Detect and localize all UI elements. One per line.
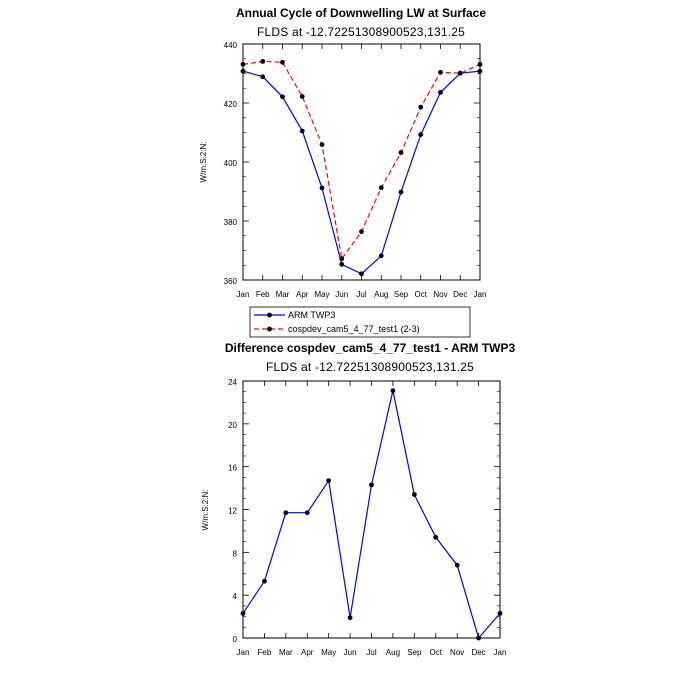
series-1-point	[339, 256, 344, 261]
series-0-point	[476, 636, 481, 641]
legend	[250, 307, 470, 337]
legend-marker-model	[267, 327, 272, 332]
x-tick-label: Oct	[429, 648, 442, 657]
x-tick-label: Nov	[450, 648, 465, 657]
series-1-point	[478, 62, 483, 67]
x-tick-label: Jan	[236, 648, 250, 657]
series-0-point	[348, 615, 353, 620]
difference-chart	[201, 341, 515, 657]
x-tick-label: Feb	[257, 648, 272, 657]
y-tick-label: 420	[223, 100, 237, 109]
series-1-point	[399, 150, 404, 155]
plot-frame	[243, 44, 480, 280]
x-tick-label: Sep	[393, 290, 409, 299]
series-0-point	[320, 186, 325, 191]
series-0-point	[241, 69, 246, 74]
x-tick-label: Jan	[473, 290, 487, 299]
series-1-point	[379, 185, 384, 190]
x-tick-label: Jan	[493, 648, 507, 657]
y-tick-label: 0	[232, 635, 237, 644]
x-tick-label: Aug	[385, 648, 401, 657]
y-tick-label: 8	[232, 549, 237, 559]
series-0-point	[241, 611, 246, 616]
chart-subtitle: FLDS at -12.72251308900523,131.25	[265, 360, 475, 374]
series-0-point	[359, 271, 364, 276]
series-0-point	[433, 535, 438, 540]
y-axis-label: W/m:S:2:N:	[201, 489, 210, 531]
series-0-point	[438, 90, 443, 95]
x-tick-label: Mar	[275, 290, 290, 299]
y-tick-label: 4	[232, 592, 237, 602]
x-tick-label: Sep	[407, 648, 422, 657]
series-0-point	[478, 69, 483, 74]
y-tick-label: 440	[223, 41, 237, 50]
series-0-point	[412, 492, 417, 497]
y-tick-label: 20	[228, 420, 237, 430]
plot-layer	[228, 378, 506, 657]
series-1-point	[241, 62, 246, 67]
series-0-point	[300, 129, 305, 134]
x-tick-label: Jul	[366, 648, 377, 657]
series-0-point	[262, 579, 267, 584]
chart-subtitle: FLDS at -12.72251308900523,131.25	[256, 25, 466, 39]
x-tick-label: Dec	[471, 648, 486, 657]
series-1-point	[300, 94, 305, 99]
series-1-point	[320, 142, 325, 147]
series-0-point	[391, 388, 396, 393]
x-tick-label: Aug	[374, 290, 389, 299]
x-tick-label: Feb	[255, 290, 270, 299]
series-0-point	[305, 510, 310, 515]
y-tick-label: 400	[223, 159, 237, 168]
y-tick-label: 24	[228, 378, 237, 387]
annual-cycle-chart	[199, 6, 486, 337]
x-tick-label: Nov	[433, 290, 448, 299]
series-0-point	[399, 190, 404, 195]
series-0-point	[418, 132, 423, 137]
x-tick-label: Jun	[343, 648, 357, 657]
series-0-point	[260, 74, 265, 79]
series-line-1	[243, 61, 480, 258]
y-tick-label: 16	[228, 463, 237, 473]
x-tick-label: Oct	[414, 290, 427, 299]
x-tick-label: Jan	[236, 290, 250, 299]
x-tick-label: May	[321, 648, 337, 657]
series-0-point	[339, 262, 344, 267]
plot-frame	[243, 381, 500, 638]
y-tick-label: 12	[228, 506, 237, 516]
series-0-point	[280, 94, 285, 99]
y-tick-label: 380	[223, 218, 237, 227]
series-1-point	[359, 229, 364, 234]
series-0-point	[369, 482, 374, 487]
y-tick-label: 360	[223, 277, 237, 286]
series-line-0	[243, 391, 500, 638]
x-tick-label: Apr	[301, 648, 314, 657]
chart-title: Difference cospdev_cam5_4_77_test1 - ARM TWP3	[224, 341, 516, 355]
series-1-point	[458, 71, 463, 76]
series-line-0	[243, 71, 480, 274]
series-0-point	[379, 253, 384, 258]
x-tick-label: Jul	[356, 290, 367, 299]
series-0-point	[498, 611, 503, 616]
x-tick-label: May	[314, 290, 330, 299]
x-tick-label: Dec	[453, 290, 468, 299]
legend-marker-arm	[267, 313, 272, 318]
legend-label-model: cospdev_cam5_4_77_test1 (2-3)	[288, 324, 420, 334]
y-axis-label: W/m:S:2:N:	[199, 141, 208, 183]
x-tick-label: Mar	[278, 648, 293, 657]
series-1-point	[418, 105, 423, 110]
chart-title: Annual Cycle of Downwelling LW at Surface	[235, 6, 487, 20]
legend-label-arm: ARM TWP3	[288, 310, 336, 320]
plot-layer	[224, 41, 487, 299]
series-1-point	[280, 60, 285, 65]
series-0-point	[326, 478, 331, 483]
x-tick-label: Apr	[296, 290, 309, 299]
series-1-point	[260, 59, 265, 64]
series-0-point	[455, 563, 460, 568]
x-tick-label: Jun	[335, 290, 349, 299]
series-1-point	[438, 70, 443, 75]
series-0-point	[283, 510, 288, 515]
